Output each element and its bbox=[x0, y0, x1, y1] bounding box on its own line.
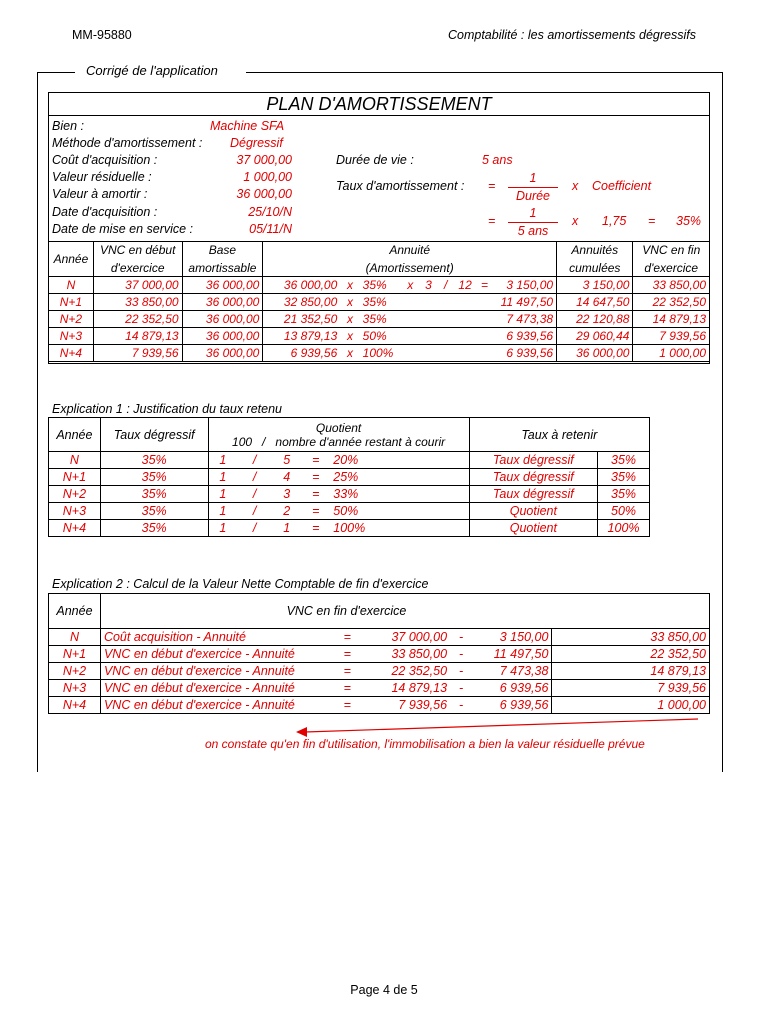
col-cumul: Annuités cumulées bbox=[557, 242, 633, 277]
plan-info bbox=[52, 117, 702, 241]
row-cumul: 14 647,50 bbox=[557, 294, 633, 311]
row-op-div bbox=[437, 345, 454, 362]
plan-table bbox=[48, 241, 710, 362]
e1-col-annee: Année bbox=[49, 418, 101, 452]
e2-annee: N bbox=[49, 629, 101, 646]
row-divisor bbox=[454, 311, 476, 328]
duree-value: 5 ans bbox=[482, 153, 513, 167]
expl1-title: Explication 1 : Justification du taux retenu bbox=[52, 402, 282, 416]
e1-slash: / bbox=[237, 486, 272, 503]
plan-row bbox=[49, 328, 710, 345]
e1-slash: / bbox=[237, 520, 272, 537]
e2-b: 11 497,50 bbox=[472, 646, 552, 663]
e2-annee: N+3 bbox=[49, 680, 101, 697]
e1-den: 5 bbox=[272, 452, 301, 469]
frame-top-left bbox=[37, 72, 75, 73]
row-base: 36 000,00 bbox=[182, 345, 263, 362]
row-op-times-2 bbox=[401, 294, 420, 311]
e1-retenu: 35% bbox=[598, 486, 650, 503]
taux-eq-1: = bbox=[488, 179, 496, 193]
e2-result: 33 850,00 bbox=[552, 629, 710, 646]
row-divisor bbox=[454, 328, 476, 345]
e1-retenu: 35% bbox=[598, 469, 650, 486]
e1-col-retenir: Taux à retenir bbox=[469, 418, 649, 452]
expl1-row bbox=[49, 503, 650, 520]
expl2-title: Explication 2 : Calcul de la Valeur Nette Comptable de fin d'exercice bbox=[52, 577, 429, 591]
e1-eq: = bbox=[301, 503, 330, 520]
e2-col-vnc: VNC en fin d'exercice bbox=[100, 594, 709, 629]
e1-annee: N+2 bbox=[49, 486, 101, 503]
e1-annee: N bbox=[49, 452, 101, 469]
e1-quotient: 50% bbox=[330, 503, 469, 520]
row-annee: N+2 bbox=[49, 311, 94, 328]
row-vnc-debut: 33 850,00 bbox=[93, 294, 182, 311]
e1-num: 1 bbox=[208, 452, 237, 469]
row-base: 36 000,00 bbox=[182, 311, 263, 328]
row-op-times: x bbox=[340, 294, 359, 311]
row-annee: N+3 bbox=[49, 328, 94, 345]
row-taux: 50% bbox=[360, 328, 401, 345]
row-op-times-2 bbox=[401, 345, 420, 362]
e2-annee: N+4 bbox=[49, 697, 101, 714]
date-service-label: Date de mise en service : bbox=[52, 222, 194, 236]
taux-eq-3: = bbox=[648, 214, 656, 228]
section-title: Corrigé de l'application bbox=[82, 63, 222, 78]
row-calc-base: 36 000,00 bbox=[263, 277, 340, 294]
residuelle-label: Valeur résiduelle : bbox=[52, 170, 152, 184]
e2-minus: - bbox=[450, 680, 472, 697]
row-op-times: x bbox=[340, 345, 359, 362]
row-op-div bbox=[437, 294, 454, 311]
e1-taux: 35% bbox=[100, 452, 208, 469]
e2-a: 37 000,00 bbox=[358, 629, 450, 646]
e1-eq: = bbox=[301, 520, 330, 537]
e1-num: 1 bbox=[208, 486, 237, 503]
taux-eq-2: = bbox=[488, 214, 496, 228]
row-op-div: / bbox=[437, 277, 454, 294]
col-vnc-fin: VNC en fin d'exercice bbox=[633, 242, 710, 277]
e1-taux: 35% bbox=[100, 469, 208, 486]
frame-left bbox=[37, 72, 38, 772]
row-cumul: 29 060,44 bbox=[557, 328, 633, 345]
expl1-table bbox=[48, 417, 650, 537]
row-op-div bbox=[437, 311, 454, 328]
row-vnc-fin: 33 850,00 bbox=[633, 277, 710, 294]
document-subject: Comptabilité : les amortissements dégressifs bbox=[447, 28, 696, 42]
e2-b: 3 150,00 bbox=[472, 629, 552, 646]
e2-formule: VNC en début d'exercice - Annuité bbox=[100, 680, 336, 697]
taux-den-1: Durée bbox=[515, 189, 551, 203]
e2-formule: VNC en début d'exercice - Annuité bbox=[100, 663, 336, 680]
row-vnc-debut: 22 352,50 bbox=[93, 311, 182, 328]
expl2-row bbox=[49, 663, 710, 680]
taux-x-1: x bbox=[572, 179, 579, 193]
frame-top-right bbox=[246, 72, 723, 73]
e1-annee: N+3 bbox=[49, 503, 101, 520]
row-op-times-2 bbox=[401, 311, 420, 328]
row-annuite: 6 939,56 bbox=[493, 345, 557, 362]
e1-retenu: 35% bbox=[598, 452, 650, 469]
e1-den: 1 bbox=[272, 520, 301, 537]
row-annuite: 3 150,00 bbox=[493, 277, 557, 294]
e2-result: 1 000,00 bbox=[552, 697, 710, 714]
e1-den: 4 bbox=[272, 469, 301, 486]
e2-a: 33 850,00 bbox=[358, 646, 450, 663]
e2-a: 7 939,56 bbox=[358, 697, 450, 714]
e1-den: 2 bbox=[272, 503, 301, 520]
e2-minus: - bbox=[450, 663, 472, 680]
expl2-row bbox=[49, 629, 710, 646]
row-months bbox=[420, 345, 437, 362]
e2-eq: = bbox=[336, 697, 358, 714]
taux-label: Taux d'amortissement : bbox=[336, 179, 465, 193]
row-op-eq: = bbox=[476, 277, 493, 294]
coef-value: 1,75 bbox=[602, 214, 627, 228]
plan-title: PLAN D'AMORTISSEMENT bbox=[48, 92, 710, 116]
amortir-label: Valeur à amortir : bbox=[52, 187, 148, 201]
e1-retenu: 100% bbox=[598, 520, 650, 537]
row-vnc-fin: 7 939,56 bbox=[633, 328, 710, 345]
e2-eq: = bbox=[336, 680, 358, 697]
methode-label: Méthode d'amortissement : bbox=[52, 136, 203, 150]
row-vnc-debut: 14 879,13 bbox=[93, 328, 182, 345]
e2-minus: - bbox=[450, 697, 472, 714]
e1-annee: N+4 bbox=[49, 520, 101, 537]
e1-col-taux: Taux dégressif bbox=[100, 418, 208, 452]
e2-result: 14 879,13 bbox=[552, 663, 710, 680]
col-vnc-debut: VNC en début d'exercice bbox=[93, 242, 182, 277]
cout-value: 37 000,00 bbox=[236, 153, 292, 167]
row-vnc-debut: 37 000,00 bbox=[93, 277, 182, 294]
e2-a: 14 879,13 bbox=[358, 680, 450, 697]
date-acq-label: Date d'acquisition : bbox=[52, 205, 158, 219]
plan-row bbox=[49, 277, 710, 294]
row-vnc-fin: 1 000,00 bbox=[633, 345, 710, 362]
col-annuite: Annuité (Amortissement) bbox=[263, 242, 557, 277]
row-op-eq bbox=[476, 328, 493, 345]
row-annuite: 11 497,50 bbox=[493, 294, 557, 311]
row-annee: N+1 bbox=[49, 294, 94, 311]
expl2-table bbox=[48, 593, 710, 714]
row-annee: N+4 bbox=[49, 345, 94, 362]
page-number: Page 4 de 5 bbox=[350, 983, 418, 997]
cout-label: Coût d'acquisition : bbox=[52, 153, 158, 167]
e1-col-quotient: Quotient 100 / nombre d'année restant à courir bbox=[208, 418, 469, 452]
row-base: 36 000,00 bbox=[182, 328, 263, 345]
date-service-value: 05/11/N bbox=[249, 222, 292, 236]
taux-den-2: 5 ans bbox=[517, 224, 549, 238]
e1-choix: Taux dégressif bbox=[469, 452, 597, 469]
duree-label: Durée de vie : bbox=[336, 153, 414, 167]
row-annuite: 7 473,38 bbox=[493, 311, 557, 328]
taux-result: 35% bbox=[676, 214, 702, 228]
e2-formule: VNC en début d'exercice - Annuité bbox=[100, 646, 336, 663]
e1-slash: / bbox=[237, 503, 272, 520]
taux-x-2: x bbox=[572, 214, 579, 228]
row-op-eq bbox=[476, 311, 493, 328]
row-calc-base: 32 850,00 bbox=[263, 294, 340, 311]
e2-minus: - bbox=[450, 629, 472, 646]
e1-den: 3 bbox=[272, 486, 301, 503]
e1-quotient: 20% bbox=[330, 452, 469, 469]
e2-result: 22 352,50 bbox=[552, 646, 710, 663]
e2-b: 7 473,38 bbox=[472, 663, 552, 680]
row-op-times-2 bbox=[401, 328, 420, 345]
row-op-times: x bbox=[340, 311, 359, 328]
expl2-row bbox=[49, 697, 710, 714]
e1-retenu: 50% bbox=[598, 503, 650, 520]
date-acq-value: 25/10/N bbox=[248, 205, 292, 219]
e2-annee: N+2 bbox=[49, 663, 101, 680]
e1-quotient: 100% bbox=[330, 520, 469, 537]
row-op-times: x bbox=[340, 277, 359, 294]
row-vnc-debut: 7 939,56 bbox=[93, 345, 182, 362]
taux-num-2: 1 bbox=[529, 206, 537, 220]
row-annee: N bbox=[49, 277, 94, 294]
e1-taux: 35% bbox=[100, 503, 208, 520]
row-op-times: x bbox=[340, 328, 359, 345]
row-taux: 35% bbox=[360, 277, 401, 294]
e1-eq: = bbox=[301, 469, 330, 486]
e1-quotient: 33% bbox=[330, 486, 469, 503]
expl2-row bbox=[49, 646, 710, 663]
row-cumul: 36 000,00 bbox=[557, 345, 633, 362]
row-divisor bbox=[454, 294, 476, 311]
e1-eq: = bbox=[301, 486, 330, 503]
amortir-value: 36 000,00 bbox=[236, 187, 292, 201]
e2-b: 6 939,56 bbox=[472, 697, 552, 714]
plan-row bbox=[49, 294, 710, 311]
e1-slash: / bbox=[237, 469, 272, 486]
e1-num: 1 bbox=[208, 469, 237, 486]
document-id: MM-95880 bbox=[72, 28, 132, 42]
expl2-row bbox=[49, 680, 710, 697]
e2-eq: = bbox=[336, 663, 358, 680]
fraction-bar-2 bbox=[508, 222, 558, 223]
e2-annee: N+1 bbox=[49, 646, 101, 663]
e1-num: 1 bbox=[208, 503, 237, 520]
e1-slash: / bbox=[237, 452, 272, 469]
row-divisor bbox=[454, 345, 476, 362]
row-divisor: 12 bbox=[454, 277, 476, 294]
row-op-eq bbox=[476, 345, 493, 362]
expl1-row bbox=[49, 520, 650, 537]
taux-num-1: 1 bbox=[529, 171, 537, 185]
row-calc-base: 13 879,13 bbox=[263, 328, 340, 345]
e1-quotient: 25% bbox=[330, 469, 469, 486]
row-months bbox=[420, 311, 437, 328]
bien-label: Bien : bbox=[52, 119, 84, 133]
e2-formule: VNC en début d'exercice - Annuité bbox=[100, 697, 336, 714]
e2-eq: = bbox=[336, 629, 358, 646]
frame-right bbox=[722, 72, 723, 772]
expl1-row bbox=[49, 486, 650, 503]
row-months bbox=[420, 328, 437, 345]
e1-eq: = bbox=[301, 452, 330, 469]
row-calc-base: 6 939,56 bbox=[263, 345, 340, 362]
row-op-eq bbox=[476, 294, 493, 311]
e1-choix: Taux dégressif bbox=[469, 469, 597, 486]
row-op-div bbox=[437, 328, 454, 345]
e2-result: 7 939,56 bbox=[552, 680, 710, 697]
e2-formule: Coût acquisition - Annuité bbox=[100, 629, 336, 646]
plan-row bbox=[49, 311, 710, 328]
e2-minus: - bbox=[450, 646, 472, 663]
e1-taux: 35% bbox=[100, 520, 208, 537]
bien-value: Machine SFA bbox=[210, 119, 285, 133]
e2-b: 6 939,56 bbox=[472, 680, 552, 697]
residuelle-value: 1 000,00 bbox=[243, 170, 292, 184]
row-vnc-fin: 14 879,13 bbox=[633, 311, 710, 328]
col-annee: Année bbox=[49, 242, 94, 277]
row-op-times-2: x bbox=[401, 277, 420, 294]
row-base: 36 000,00 bbox=[182, 277, 263, 294]
row-taux: 35% bbox=[360, 311, 401, 328]
e2-eq: = bbox=[336, 646, 358, 663]
e1-choix: Quotient bbox=[469, 503, 597, 520]
e1-num: 1 bbox=[208, 520, 237, 537]
e1-annee: N+1 bbox=[49, 469, 101, 486]
row-months bbox=[420, 294, 437, 311]
e1-choix: Quotient bbox=[469, 520, 597, 537]
e1-choix: Taux dégressif bbox=[469, 486, 597, 503]
row-vnc-fin: 22 352,50 bbox=[633, 294, 710, 311]
e2-a: 22 352,50 bbox=[358, 663, 450, 680]
e2-col-annee: Année bbox=[49, 594, 101, 629]
taux-coef-label: Coefficient bbox=[592, 179, 652, 193]
col-base: Base amortissable bbox=[182, 242, 263, 277]
row-calc-base: 21 352,50 bbox=[263, 311, 340, 328]
expl1-row bbox=[49, 469, 650, 486]
row-taux: 35% bbox=[360, 294, 401, 311]
expl1-row bbox=[49, 452, 650, 469]
conclusion-note: on constate qu'en fin d'utilisation, l'immobilisation a bien la valeur résiduelle prévue bbox=[205, 737, 645, 751]
row-base: 36 000,00 bbox=[182, 294, 263, 311]
row-cumul: 22 120,88 bbox=[557, 311, 633, 328]
e1-taux: 35% bbox=[100, 486, 208, 503]
fraction-bar-1 bbox=[508, 187, 558, 188]
row-annuite: 6 939,56 bbox=[493, 328, 557, 345]
row-taux: 100% bbox=[360, 345, 401, 362]
row-cumul: 3 150,00 bbox=[557, 277, 633, 294]
plan-row bbox=[49, 345, 710, 362]
row-months: 3 bbox=[420, 277, 437, 294]
methode-value: Dégressif bbox=[230, 136, 283, 150]
